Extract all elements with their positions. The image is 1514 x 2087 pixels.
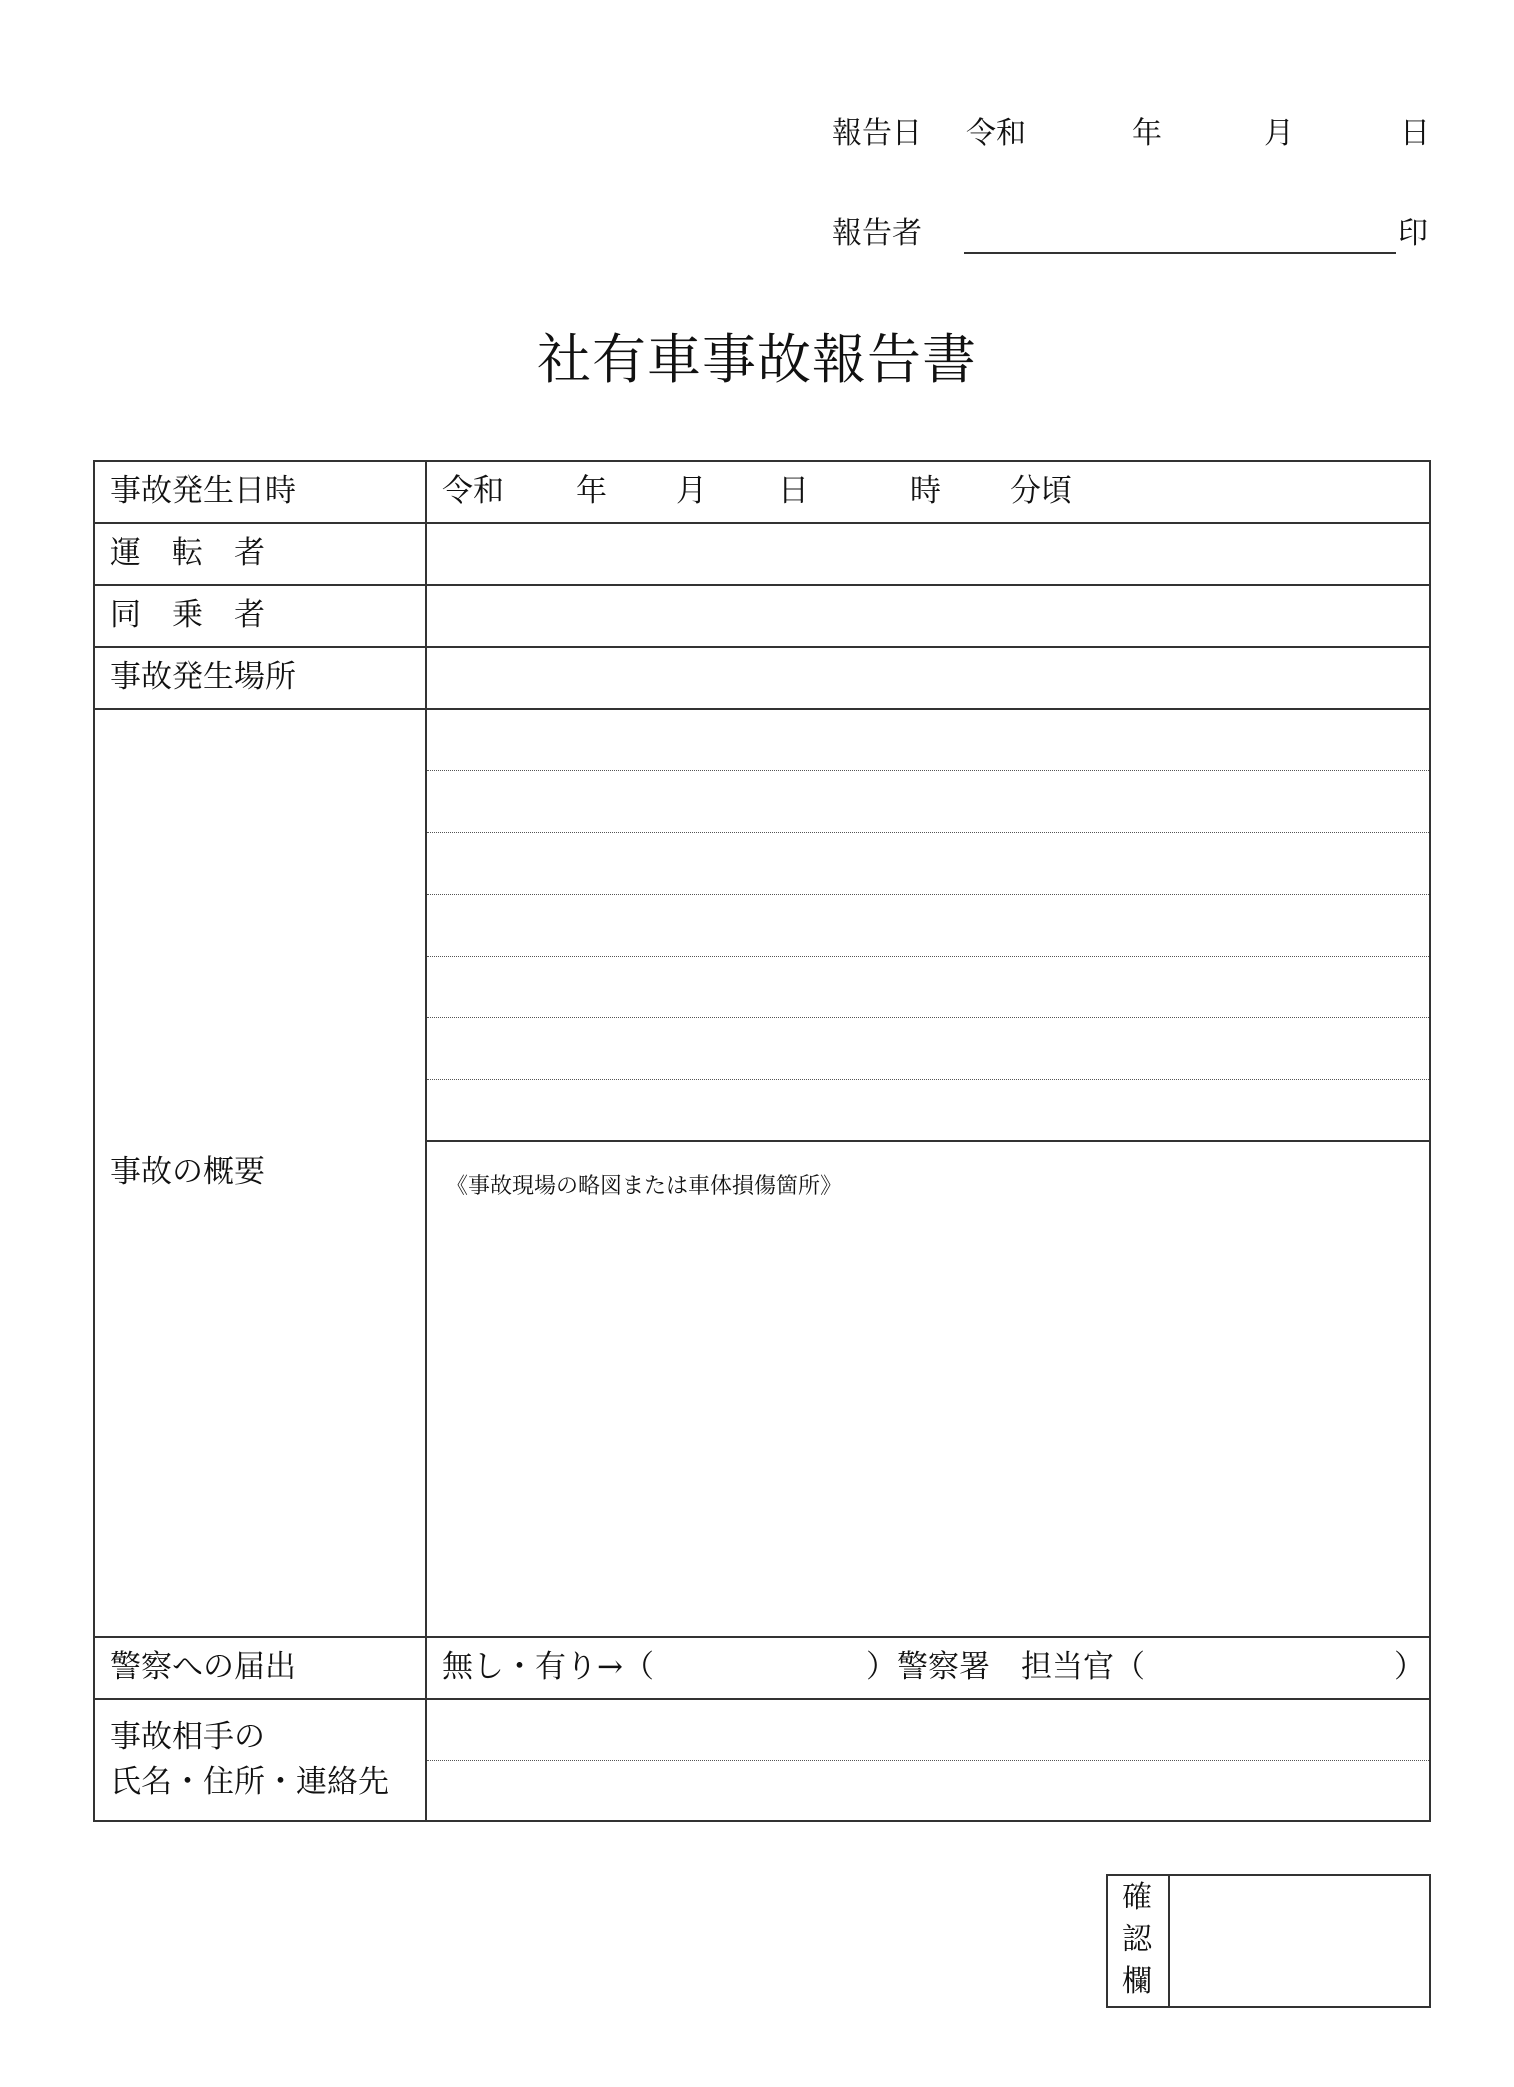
reporter-label: 報告者 (832, 216, 922, 251)
other-party-field[interactable] (427, 1700, 1429, 1820)
accident-datetime-minute: 分頃 (1010, 473, 1072, 509)
police-report-label: 警察への届出 (110, 1649, 296, 1685)
report-date-day: 日 (1400, 116, 1430, 151)
row-line (93, 708, 1431, 710)
confirm-char-1: 確 (1122, 1880, 1152, 1915)
driver-label: 運 転 者 (110, 535, 265, 571)
summary-label: 事故の概要 (110, 1154, 265, 1190)
page-title: 社有車事故報告書 (537, 328, 977, 391)
summary-writing-line[interactable] (427, 1017, 1429, 1018)
driver-field[interactable] (427, 524, 1429, 582)
diagram-note: 《事故現場の略図または車体損傷箇所》 (446, 1174, 843, 1199)
confirm-stamp-area[interactable] (1170, 1876, 1429, 2006)
accident-datetime-era: 令和 (442, 473, 504, 509)
row-line (93, 1636, 1431, 1638)
diagram-area[interactable] (427, 1142, 1429, 1634)
police-report-options[interactable]: 無し・有り→（ (442, 1649, 654, 1685)
passenger-field[interactable] (427, 586, 1429, 644)
other-party-label-line1: 事故相手の (110, 1719, 265, 1755)
report-date-label: 報告日 (832, 116, 922, 151)
report-date-year: 年 (1132, 116, 1162, 151)
accident-datetime-label: 事故発生日時 (110, 473, 296, 509)
report-date-month: 月 (1264, 116, 1294, 151)
passenger-label: 同 乗 者 (110, 597, 265, 633)
confirm-char-3: 欄 (1122, 1964, 1152, 1999)
accident-datetime-month: 月 (676, 473, 707, 509)
summary-writing-line[interactable] (427, 770, 1429, 771)
summary-writing-line[interactable] (427, 832, 1429, 833)
summary-writing-line[interactable] (427, 956, 1429, 957)
accident-location-label: 事故発生場所 (110, 659, 296, 695)
report-date-era: 令和 (966, 116, 1026, 151)
accident-datetime-year: 年 (576, 473, 607, 509)
accident-datetime-day: 日 (778, 473, 809, 509)
reporter-underline[interactable] (964, 252, 1396, 254)
other-party-label-line2: 氏名・住所・連絡先 (110, 1764, 389, 1800)
accident-location-field[interactable] (427, 648, 1429, 706)
police-station-label: ）警察署 担当官（ (866, 1649, 1145, 1685)
summary-writing-line[interactable] (427, 1079, 1429, 1080)
summary-writing-line[interactable] (427, 894, 1429, 895)
police-officer-close: ） (1394, 1649, 1425, 1685)
accident-datetime-hour: 時 (910, 473, 941, 509)
seal-mark: 印 (1398, 216, 1428, 251)
confirm-char-2: 認 (1122, 1922, 1152, 1957)
